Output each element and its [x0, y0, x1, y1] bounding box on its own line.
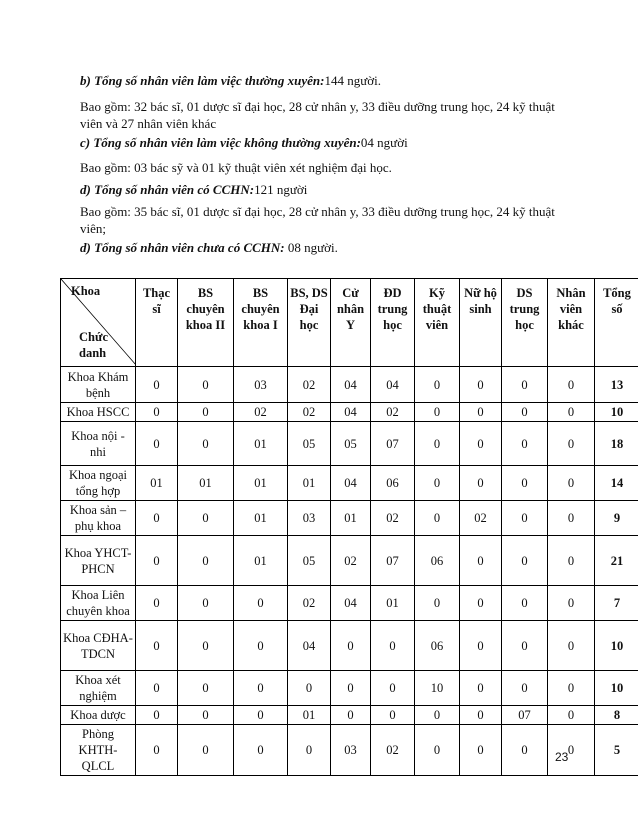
table-cell: 02 — [234, 403, 288, 422]
paragraph-c-label: c) Tổng số nhân viên làm việc không thường xuyên: — [80, 135, 361, 150]
row-department-name: Khoa Liên chuyên khoa — [61, 586, 136, 621]
table-cell: 0 — [178, 403, 234, 422]
header-bs-ck2: BS chuyên khoa II — [178, 279, 234, 367]
paragraph-b — [80, 72, 575, 89]
header-dd-trung-hoc: ĐD trung học — [371, 279, 415, 367]
row-total: 5 — [595, 725, 638, 776]
table-cell: 0 — [288, 725, 331, 776]
table-cell: 01 — [288, 706, 331, 725]
table-cell: 0 — [460, 422, 502, 466]
table-cell: 0 — [415, 706, 460, 725]
table-cell: 05 — [331, 422, 371, 466]
table-cell: 0 — [548, 466, 595, 501]
paragraph-c-value: 04 người — [360, 135, 408, 150]
table-cell: 0 — [502, 501, 548, 536]
table-row — [61, 706, 638, 725]
table-cell: 0 — [288, 671, 331, 706]
table-cell: 0 — [460, 621, 502, 671]
table-cell: 02 — [288, 403, 331, 422]
table-cell: 0 — [136, 725, 178, 776]
table-cell: 04 — [371, 367, 415, 403]
header-thac-si: Thạc sĩ — [136, 279, 178, 367]
table-cell: 0 — [178, 536, 234, 586]
table-cell: 0 — [502, 725, 548, 776]
table-cell: 0 — [548, 706, 595, 725]
table-cell: 02 — [371, 403, 415, 422]
paragraph-d1-label: d) Tổng số nhân viên có CCHN: — [80, 182, 255, 197]
table-cell: 0 — [136, 403, 178, 422]
table-cell: 0 — [136, 367, 178, 403]
table-cell: 0 — [136, 586, 178, 621]
table-cell: 01 — [371, 586, 415, 621]
table-cell: 0 — [502, 586, 548, 621]
paragraph-b-label: b) Tổng số nhân viên làm việc thường xuyên: — [80, 73, 325, 88]
table-row — [61, 536, 638, 586]
header-bs-ck1: BS chuyên khoa I — [234, 279, 288, 367]
table-cell: 0 — [460, 671, 502, 706]
table-cell: 05 — [288, 536, 331, 586]
table-cell: 0 — [234, 586, 288, 621]
paragraph-d1-detail: Bao gồm: 35 bác sĩ, 01 dược sĩ đại học, 28 cử nhân y, 33 điều dưỡng trung học, 24 kỹ thuật viên; — [80, 204, 555, 236]
table-cell: 0 — [415, 422, 460, 466]
table-cell: 0 — [460, 367, 502, 403]
table-cell: 0 — [136, 621, 178, 671]
table-cell: 0 — [502, 536, 548, 586]
table-cell: 0 — [371, 671, 415, 706]
table-cell: 0 — [415, 501, 460, 536]
row-department-name: Khoa nội - nhi — [61, 422, 136, 466]
table-cell: 0 — [136, 422, 178, 466]
table-cell: 0 — [548, 367, 595, 403]
table-cell: 0 — [234, 671, 288, 706]
table-cell: 0 — [415, 367, 460, 403]
table-cell: 0 — [548, 422, 595, 466]
table-cell: 0 — [178, 422, 234, 466]
row-department-name: Khoa Khám bệnh — [61, 367, 136, 403]
table-cell: 01 — [178, 466, 234, 501]
table-cell: 0 — [502, 422, 548, 466]
table-cell: 03 — [288, 501, 331, 536]
table-cell: 01 — [234, 501, 288, 536]
paragraph-b-detail: Bao gồm: 32 bác sĩ, 01 dược sĩ đại học, 28 cử nhân y, 33 điều dưỡng trung học, 24 kỹ thuật viên và 27 nhân viên khác — [80, 99, 555, 131]
paragraph-d2-value: 08 người. — [284, 240, 338, 255]
table-cell: 0 — [178, 671, 234, 706]
paragraph-d2-label: d) Tổng số nhân viên chưa có CCHN: — [80, 240, 285, 255]
table-cell: 0 — [371, 621, 415, 671]
table-row — [61, 621, 638, 671]
header-ky-thuat-vien: Kỹ thuật viên — [415, 279, 460, 367]
table-header-row — [61, 279, 638, 367]
table-cell: 07 — [371, 422, 415, 466]
table-cell: 0 — [502, 671, 548, 706]
paragraph-c — [80, 134, 575, 151]
paragraph-d1 — [80, 181, 575, 198]
table-cell: 0 — [178, 367, 234, 403]
table-cell: 04 — [331, 586, 371, 621]
row-total: 8 — [595, 706, 638, 725]
table-cell: 0 — [234, 621, 288, 671]
table-cell: 0 — [178, 501, 234, 536]
row-total: 18 — [595, 422, 638, 466]
table-cell: 03 — [331, 725, 371, 776]
corner-bottom-label: Chức danh — [79, 330, 109, 360]
table-cell: 02 — [288, 586, 331, 621]
row-total: 13 — [595, 367, 638, 403]
table-cell: 0 — [548, 725, 595, 776]
table-cell: 0 — [460, 706, 502, 725]
table-cell: 0 — [415, 466, 460, 501]
table-cell: 0 — [234, 706, 288, 725]
table-row — [61, 586, 638, 621]
table-cell: 0 — [178, 706, 234, 725]
row-department-name: Khoa HSCC — [61, 403, 136, 422]
table-cell: 10 — [415, 671, 460, 706]
table-row — [61, 501, 638, 536]
table-cell: 0 — [178, 725, 234, 776]
table-cell: 0 — [331, 671, 371, 706]
table-cell: 0 — [331, 706, 371, 725]
table-cell: 0 — [371, 706, 415, 725]
table-cell: 0 — [136, 706, 178, 725]
row-total: 14 — [595, 466, 638, 501]
table-row — [61, 671, 638, 706]
table-cell: 04 — [331, 403, 371, 422]
table-cell: 0 — [460, 586, 502, 621]
table-cell: 0 — [136, 671, 178, 706]
row-total: 10 — [595, 671, 638, 706]
table-cell: 0 — [460, 536, 502, 586]
row-department-name: Khoa xét nghiệm — [61, 671, 136, 706]
row-total: 10 — [595, 403, 638, 422]
table-cell: 0 — [548, 671, 595, 706]
row-department-name: Khoa ngoại tổng hợp — [61, 466, 136, 501]
table-cell: 0 — [548, 536, 595, 586]
table-row — [61, 367, 638, 403]
row-department-name: Khoa CĐHA-TDCN — [61, 621, 136, 671]
table-row — [61, 403, 638, 422]
table-cell: 01 — [234, 536, 288, 586]
table-cell: 0 — [178, 621, 234, 671]
table-cell: 04 — [331, 466, 371, 501]
paragraph-d2 — [80, 239, 575, 256]
table-cell: 05 — [288, 422, 331, 466]
table-cell: 0 — [460, 403, 502, 422]
table-row — [61, 725, 638, 776]
table-cell: 02 — [288, 367, 331, 403]
table-cell: 01 — [288, 466, 331, 501]
header-nu-ho-sinh: Nữ hộ sinh — [460, 279, 502, 367]
table-cell: 0 — [234, 725, 288, 776]
table-cell: 06 — [371, 466, 415, 501]
row-total: 10 — [595, 621, 638, 671]
table-cell: 0 — [136, 536, 178, 586]
paragraph-c-detail: Bao gồm: 03 bác sỹ và 01 kỹ thuật viên xét nghiệm đại học. — [80, 160, 392, 175]
table-cell: 07 — [502, 706, 548, 725]
table-cell: 01 — [331, 501, 371, 536]
table-cell: 0 — [502, 403, 548, 422]
table-body — [61, 367, 638, 776]
row-total: 9 — [595, 501, 638, 536]
header-cu-nhan-y: Cử nhân Y — [331, 279, 371, 367]
row-total: 21 — [595, 536, 638, 586]
table-cell: 02 — [371, 725, 415, 776]
table-cell: 0 — [331, 621, 371, 671]
header-bs-ds-dai-hoc: BS, DS Đại học — [288, 279, 331, 367]
table-cell: 0 — [502, 367, 548, 403]
table-row — [61, 422, 638, 466]
table-cell: 0 — [548, 586, 595, 621]
table-cell: 02 — [331, 536, 371, 586]
row-department-name: Khoa sản – phụ khoa — [61, 501, 136, 536]
paragraph-d1-value: 121 người — [254, 182, 308, 197]
table-cell: 01 — [234, 422, 288, 466]
table-cell: 02 — [371, 501, 415, 536]
table-cell: 0 — [548, 403, 595, 422]
header-corner-cell — [61, 279, 136, 367]
table-cell: 01 — [234, 466, 288, 501]
table-cell: 0 — [136, 501, 178, 536]
table-cell: 0 — [502, 466, 548, 501]
table-cell: 04 — [288, 621, 331, 671]
row-total: 7 — [595, 586, 638, 621]
table-cell: 0 — [178, 586, 234, 621]
table-cell: 02 — [460, 501, 502, 536]
table-cell: 06 — [415, 536, 460, 586]
table-cell: 0 — [548, 621, 595, 671]
table-cell: 0 — [460, 725, 502, 776]
header-ds-trung-hoc: DS trung học — [502, 279, 548, 367]
row-department-name: Phòng KHTH-QLCL — [61, 725, 136, 776]
table-cell: 01 — [136, 466, 178, 501]
table-cell: 06 — [415, 621, 460, 671]
row-department-name: Khoa YHCT-PHCN — [61, 536, 136, 586]
table-cell: 0 — [415, 586, 460, 621]
table-cell: 0 — [415, 725, 460, 776]
header-tong-so: Tổng số — [595, 279, 638, 367]
table-cell: 07 — [371, 536, 415, 586]
table-cell: 0 — [502, 621, 548, 671]
staff-table — [60, 278, 638, 776]
table-cell: 0 — [415, 403, 460, 422]
row-department-name: Khoa dược — [61, 706, 136, 725]
corner-top-label: Khoa — [71, 284, 101, 298]
paragraph-b-value: 144 người. — [324, 73, 381, 88]
header-nhan-vien-khac: Nhân viên khác — [548, 279, 595, 367]
table-cell: 03 — [234, 367, 288, 403]
table-cell: 04 — [331, 367, 371, 403]
page-number: 23 — [555, 750, 569, 764]
table-cell: 0 — [548, 501, 595, 536]
table-row — [61, 466, 638, 501]
table-cell: 0 — [460, 466, 502, 501]
